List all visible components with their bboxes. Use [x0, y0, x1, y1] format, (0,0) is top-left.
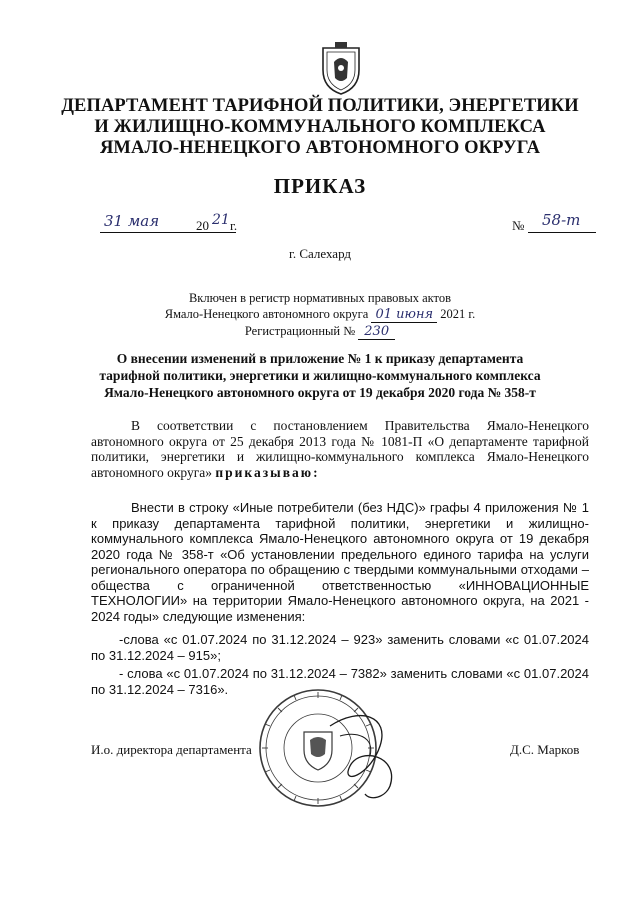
document-type: ПРИКАЗ	[273, 174, 367, 198]
year-prefix: 20	[196, 218, 209, 233]
registry-number-handwritten: 230	[358, 324, 395, 340]
department-line-1: ДЕПАРТАМЕНТ ТАРИФНОЙ ПОЛИТИКИ, ЭНЕРГЕТИКИ	[61, 96, 579, 116]
registry-line-1: Включен в регистр нормативных правовых актов	[188, 291, 452, 305]
registry-line-2	[0, 306, 640, 323]
registry-line-3	[0, 323, 640, 340]
date-handwritten: 31 мая	[104, 212, 160, 230]
year-handwritten: 21	[212, 212, 230, 228]
signature-icon	[320, 706, 410, 806]
signatory-name: Д.С. Марков	[510, 742, 580, 757]
registry-block	[0, 290, 640, 340]
orders-word: приказываю:	[215, 465, 320, 481]
year-suffix: г.	[230, 218, 238, 233]
change-item-1: -слова «с 01.07.2024 по 31.12.2024 – 923» заменить словами «с 01.07.2024 по 31.12.2024 – 915»;	[91, 632, 589, 663]
registry-line-2-prefix: Ямало-Ненецкого автономного округа	[164, 307, 369, 321]
registry-date-handwritten: 01 июня	[371, 307, 437, 323]
number-label: №	[512, 218, 525, 233]
preamble-text: В соответствии с постановлением Правительства Ямало-Ненецкого автономного округа от 25 декабря 2013 года № 1081-П «О департаменте тарифной политики, энергетики и жилищно-коммунального комплекса Ямало-Ненецкого автономного округа»	[91, 418, 589, 481]
registry-line-3-prefix: Регистрационный №	[244, 324, 356, 338]
department-line-3: ЯМАЛО-НЕНЕЦКОГО АВТОНОМНОГО ОКРУГА	[99, 138, 541, 158]
subject-line-2: тарифной политики, энергетики и жилищно-коммунального комплекса	[99, 368, 541, 383]
subject-line-1: О внесении изменений в приложение № 1 к приказу департамента	[116, 351, 524, 366]
preamble-paragraph	[91, 418, 589, 481]
department-name	[0, 96, 640, 159]
city: г. Салехард	[288, 246, 352, 261]
department-line-2: И ЖИЛИЩНО-КОММУНАЛЬНОГО КОМПЛЕКСА	[94, 117, 546, 137]
subject-line-3: Ямало-Ненецкого автономного округа от 19 декабря 2020 года № 358-т	[104, 385, 536, 400]
main-paragraph: Внести в строку «Иные потребители (без НДС)» графы 4 приложения № 1 к приказу департамента тарифной политики, энергетики и жилищно-коммунального комплекса Ямало-Ненецкого автономного округа от 19 декабря 2020 года № 358-т «Об установлении предельного единого тарифа на услуги регионального оператора по обращению с твердыми коммунальными отходами – общества с ограниченной ответственностью «ИННОВАЦИОННЫЕ ТЕХНОЛОГИИ» на территории Ямало-Ненецкого автономного округа, на 2021 - 2024 годы» следующие изменения:	[91, 500, 589, 624]
change-item-2: - слова «с 01.07.2024 по 31.12.2024 – 7382» заменить словами «с 01.07.2024 по 31.12.2024 – 7316».	[91, 666, 589, 697]
registry-line-2-suffix: 2021 г.	[440, 307, 476, 321]
signatory-position: И.о. директора департамента	[91, 742, 252, 757]
document-subject	[0, 350, 640, 401]
number-handwritten: 58-т	[542, 211, 581, 229]
coat-of-arms-icon	[317, 40, 365, 96]
